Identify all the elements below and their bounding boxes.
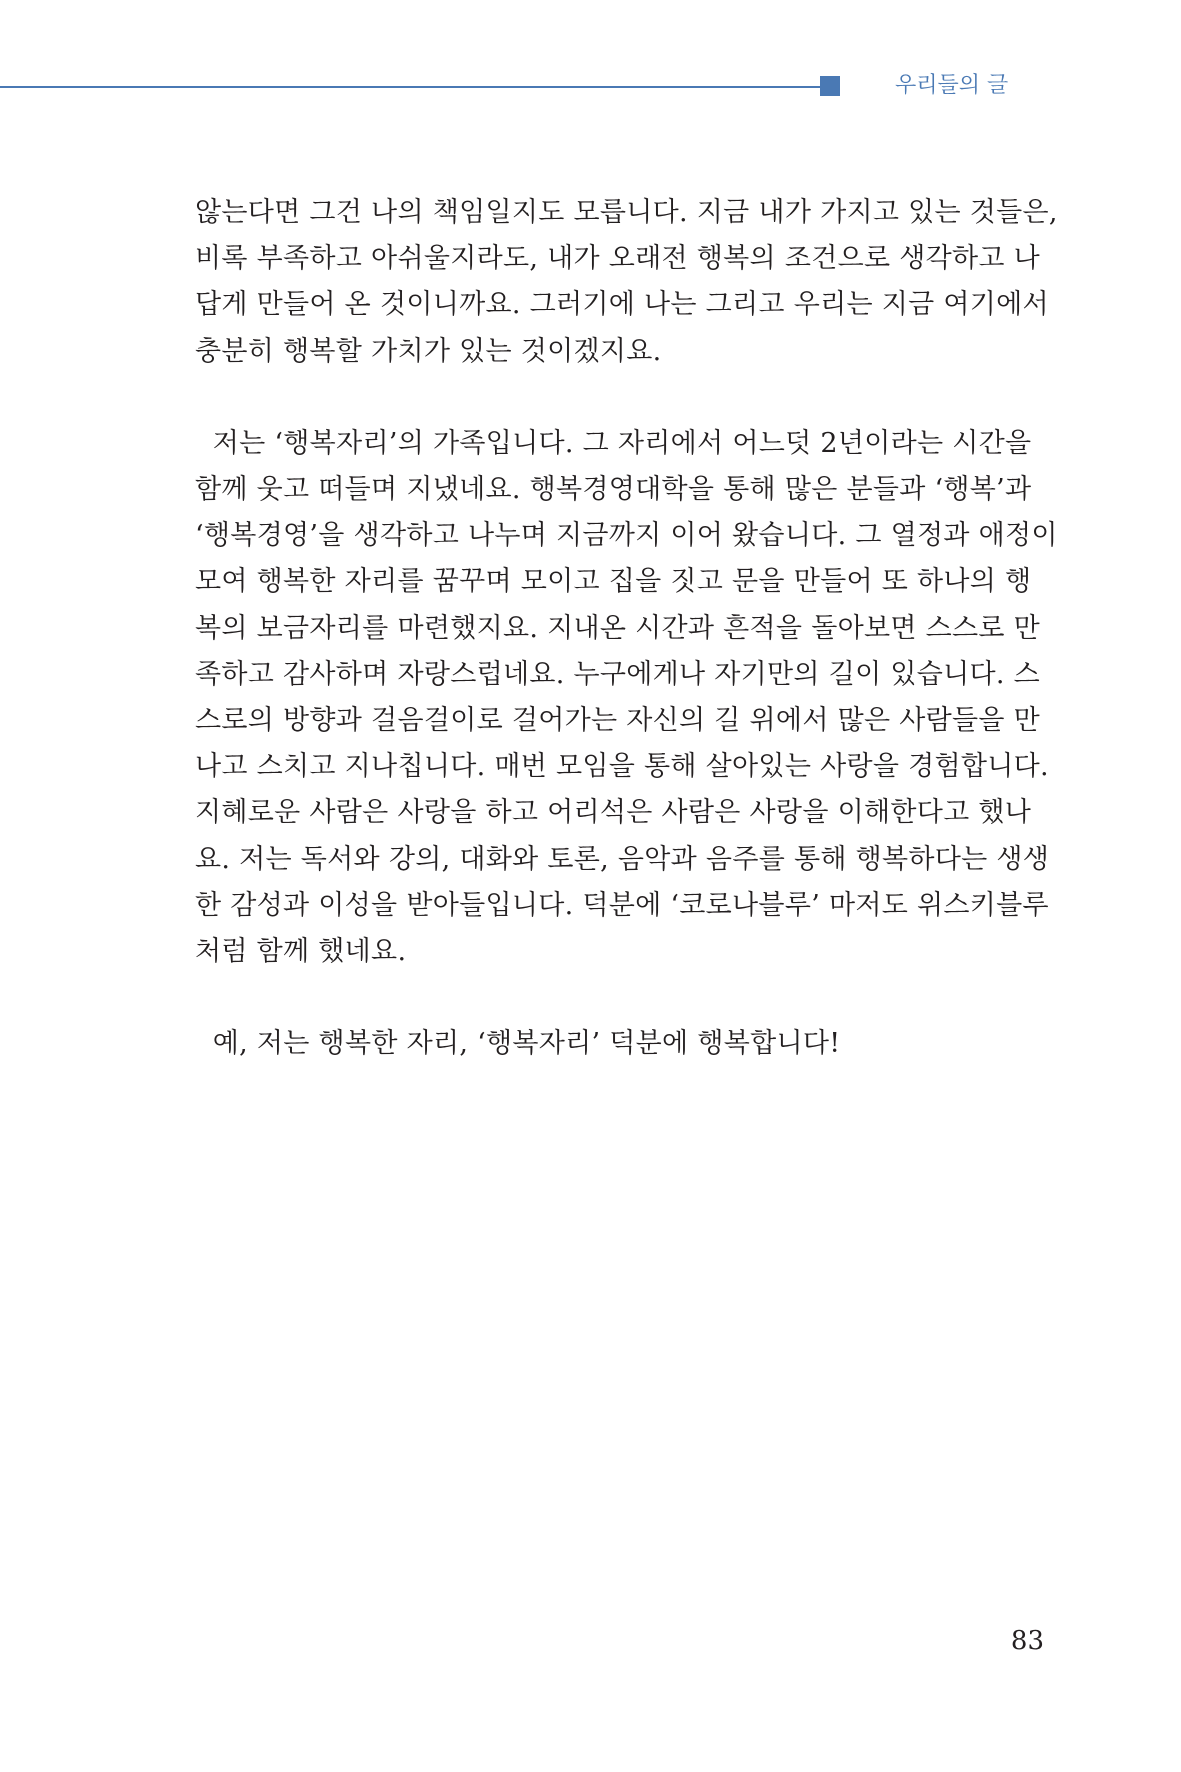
text-line: 함께 웃고 떠들며 지냈네요. 행복경영대학을 통해 많은 분들과 ‘행복’과 — [195, 474, 1032, 506]
text-line: 충분히 행복할 가치가 있는 것이겠지요. — [195, 335, 662, 367]
text-line: 지혜로운 사람은 사랑을 하고 어리석은 사람은 사랑을 이해한다고 했나 — [195, 797, 1032, 829]
text-line: 한 감성과 이성을 받아들입니다. 덕분에 ‘코로나블루’ 마저도 위스키블루 — [195, 889, 1049, 921]
text-line: 처럼 함께 했네요. — [195, 936, 407, 968]
paragraph-gap — [195, 975, 1045, 1021]
text-line: 족하고 감사하며 자랑스럽네요. 누구에게나 자기만의 길이 있습니다. 스 — [195, 658, 1041, 690]
paragraph — [195, 421, 1058, 975]
header-rule — [0, 86, 824, 88]
text-line: 요. 저는 독서와 강의, 대화와 토론, 음악과 음주를 통해 행복하다는 생생 — [195, 843, 1050, 875]
text-line: 답게 만들어 온 것이니까요. 그러기에 나는 그리고 우리는 지금 여기에서 — [195, 289, 1049, 321]
page-number: 83 — [1010, 1626, 1044, 1656]
body-text — [195, 190, 1058, 1067]
text-line: 모여 행복한 자리를 꿈꾸며 모이고 집을 짓고 문을 만들어 또 하나의 행 — [195, 566, 1032, 598]
text-line: 비록 부족하고 아쉬울지라도, 내가 오래전 행복의 조건으로 생각하고 나 — [195, 243, 1041, 275]
paragraph — [195, 190, 1058, 375]
text-line: 않는다면 그건 나의 책임일지도 모릅니다. 지금 내가 가지고 있는 것들은, — [195, 197, 1058, 228]
text-line: 예, 저는 행복한 자리, ‘행복자리’ 덕분에 행복합니다! — [195, 1028, 841, 1060]
text-line: 저는 ‘행복자리’의 가족입니다. 그 자리에서 어느덧 2년이라는 시간을 — [195, 427, 1032, 459]
text-line: ‘행복경영’을 생각하고 나누며 지금까지 이어 왔습니다. 그 열정과 애정이 — [195, 520, 1058, 552]
paragraph-gap — [195, 375, 1045, 421]
text-line: 복의 보금자리를 마련했지요. 지내온 시간과 흔적을 돌아보면 스스로 만 — [195, 612, 1041, 644]
paragraph — [195, 1021, 1045, 1067]
header-square-marker — [820, 76, 840, 96]
text-line: 나고 스치고 지나칩니다. 매번 모임을 통해 살아있는 사랑을 경험합니다. — [195, 751, 1049, 783]
text-line: 스로의 방향과 걸음걸이로 걸어가는 자신의 길 위에서 많은 사람들을 만 — [195, 705, 1041, 737]
section-label: 우리들의 글 — [895, 73, 1009, 98]
